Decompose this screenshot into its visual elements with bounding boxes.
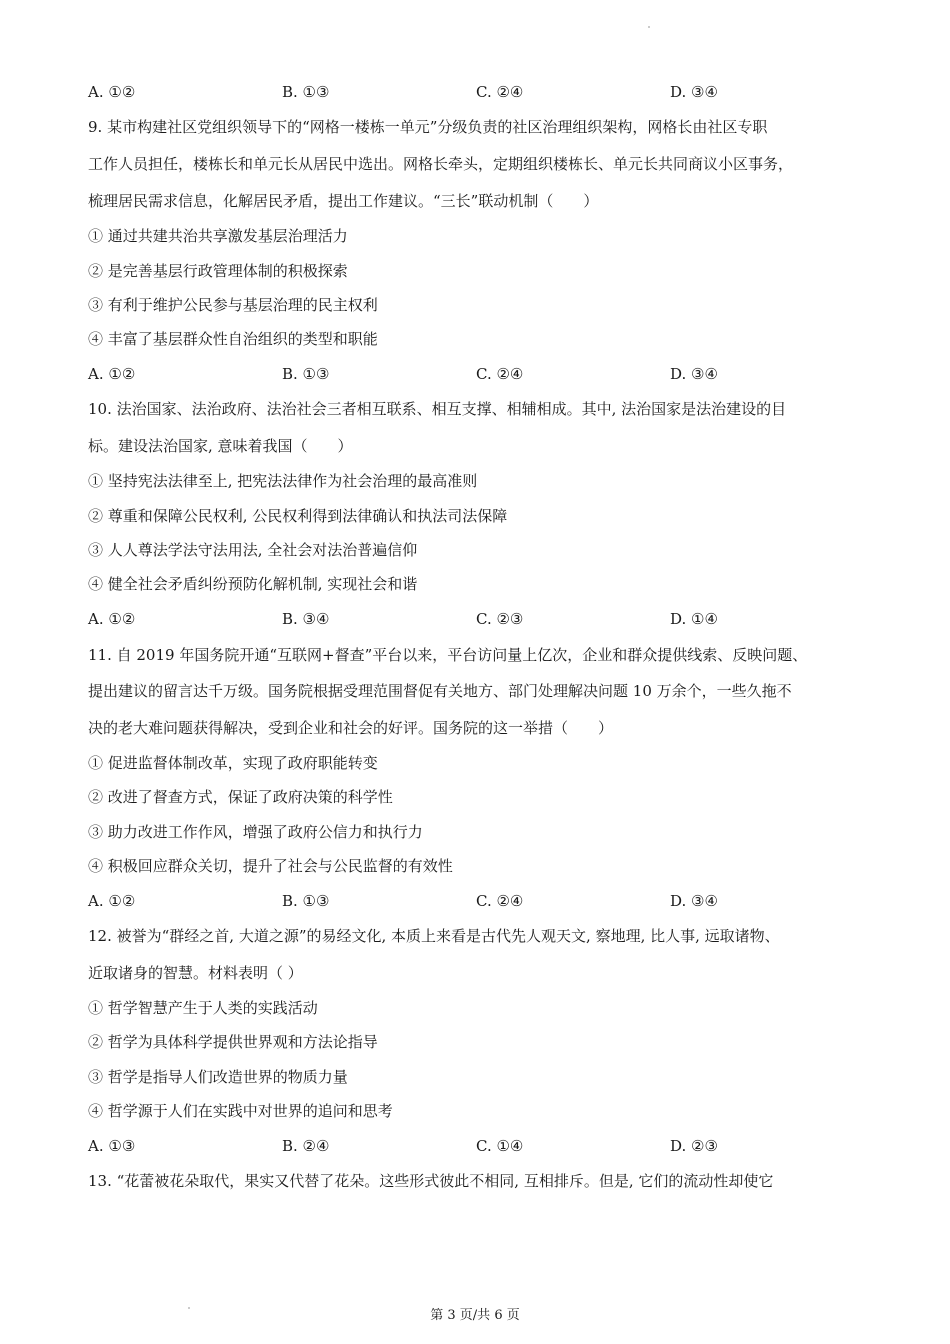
prev-question-options — [88, 82, 888, 102]
option-c: C. ②④ — [476, 83, 524, 101]
statement-item: ④ 积极回应群众关切，提升了社会与公民监督的有效性 — [88, 857, 453, 875]
statement-item: ④ 健全社会矛盾纠纷预防化解机制, 实现社会和谐 — [88, 575, 418, 593]
option-c: C. ①④ — [476, 1137, 524, 1155]
option-b: B. ①③ — [282, 83, 330, 101]
option-c: C. ②③ — [476, 610, 524, 628]
question-stem-line: 梳理居民需求信息，化解居民矛盾，提出工作建议。“三长”联动机制（ ） — [88, 192, 599, 210]
question-stem-line: 11. 自 2019 年国务院开通“互联网+督查”平台以来，平台访问量上亿次，企业和群众提供线索、反映问题、 — [88, 646, 808, 664]
question-stem-line: 10. 法治国家、法治政府、法治社会三者相互联系、相互支撑、相辅相成。其中, 法治国家是法治建设的目 — [88, 400, 787, 418]
question-stem-line: 近取诸身的智慧。材料表明（ ） — [88, 964, 303, 982]
statement-item: ③ 有利于维护公民参与基层治理的民主权利 — [88, 296, 378, 314]
statement-item: ② 改进了督查方式，保证了政府决策的科学性 — [88, 788, 393, 806]
question-stem-line: 提出建议的留言达千万级。国务院根据受理范围督促有关地方、部门处理解决问题 10 万余个，一些久拖不 — [88, 682, 792, 700]
option-a: A. ①② — [88, 83, 136, 101]
statement-item: ② 是完善基层行政管理体制的积极探索 — [88, 262, 348, 280]
option-a: A. ①② — [88, 892, 136, 910]
option-d: D. ②③ — [670, 1137, 718, 1155]
question-stem-line: 13. “花蕾被花朵取代，果实又代替了花朵。这些形式彼此不相同, 互相排斥。但是, 它们的流动性却使它 — [88, 1172, 774, 1190]
option-d: D. ①④ — [670, 610, 718, 628]
statement-item: ④ 哲学源于人们在实践中对世界的追问和思考 — [88, 1102, 393, 1120]
question-stem-line: 12. 被誉为“群经之首, 大道之源”的易经文化, 本质上来看是古代先人观天文, 察地理, 比人事, 远取诸物、 — [88, 927, 780, 945]
option-a: A. ①② — [88, 610, 136, 628]
statement-item: ③ 助力改进工作作风，增强了政府公信力和执行力 — [88, 823, 423, 841]
answer-options — [88, 891, 888, 911]
statement-item: ④ 丰富了基层群众性自治组织的类型和职能 — [88, 330, 378, 348]
page-footer: 第 3 页/共 6 页 — [430, 1308, 520, 1323]
option-b: B. ①③ — [282, 365, 330, 383]
statement-item: ③ 人人尊法学法守法用法, 全社会对法治普遍信仰 — [88, 541, 418, 559]
statement-item: ① 坚持宪法法律至上, 把宪法法律作为社会治理的最高准则 — [88, 472, 478, 490]
option-b: B. ③④ — [282, 610, 330, 628]
question-stem-line: 标。建设法治国家, 意味着我国（ ） — [88, 437, 353, 455]
statement-item: ① 促进监督体制改革，实现了政府职能转变 — [88, 754, 378, 772]
question-stem-line: 决的老大难问题获得解决，受到企业和社会的好评。国务院的这一举措（ ） — [88, 719, 614, 737]
answer-options — [88, 364, 888, 384]
answer-options — [88, 1136, 888, 1156]
option-c: C. ②④ — [476, 892, 524, 910]
question-stem-line: 工作人员担任，楼栋长和单元长从居民中选出。网格长牵头，定期组织楼栋长、单元长共同商议小区事务， — [88, 155, 794, 173]
statement-item: ① 通过共建共治共享激发基层治理活力 — [88, 227, 348, 245]
option-b: B. ②④ — [282, 1137, 330, 1155]
option-b: B. ①③ — [282, 892, 330, 910]
statement-item: ② 尊重和保障公民权利, 公民权利得到法律确认和执法司法保障 — [88, 507, 508, 525]
option-d: D. ③④ — [670, 83, 718, 101]
statement-item: ② 哲学为具体科学提供世界观和方法论指导 — [88, 1033, 378, 1051]
question-stem-line: 9. 某市构建社区党组织领导下的“网格一楼栋一单元”分级负责的社区治理组织架构，网格长由社区专职 — [88, 118, 768, 136]
statement-item: ① 哲学智慧产生于人类的实践活动 — [88, 999, 318, 1017]
option-c: C. ②④ — [476, 365, 524, 383]
statement-item: ③ 哲学是指导人们改造世界的物质力量 — [88, 1068, 348, 1086]
scan-speck — [648, 26, 650, 28]
option-d: D. ③④ — [670, 892, 718, 910]
option-a: A. ①② — [88, 365, 136, 383]
answer-options — [88, 609, 888, 629]
option-d: D. ③④ — [670, 365, 718, 383]
option-a: A. ①③ — [88, 1137, 136, 1155]
